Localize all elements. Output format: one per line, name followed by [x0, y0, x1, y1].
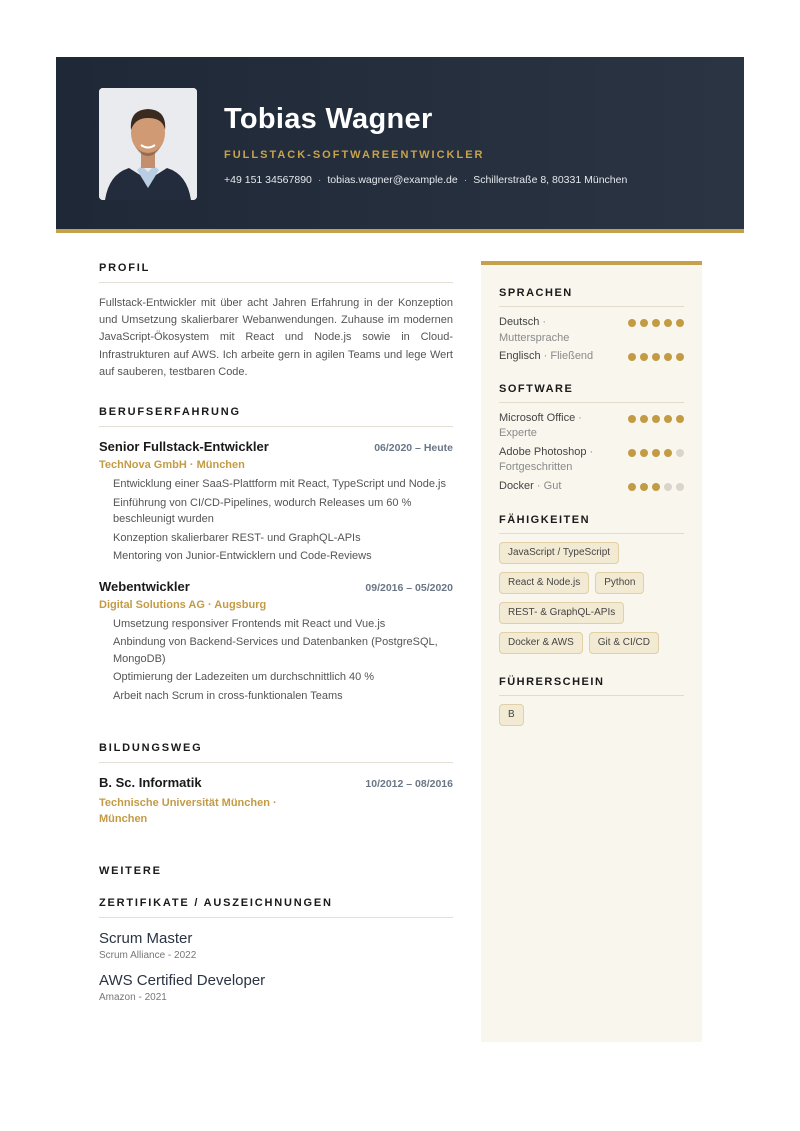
- profile-photo-illustration: [99, 88, 197, 200]
- section-heading: FÜHRERSCHEIN: [499, 676, 684, 696]
- profile-section: [99, 262, 453, 381]
- contact-separator: ·: [463, 174, 468, 186]
- software-level: Gut: [543, 479, 562, 492]
- rating-dot-empty: [676, 449, 684, 457]
- section-heading: BERUFSERFAHRUNG: [99, 406, 453, 427]
- contact-line: [224, 174, 627, 186]
- education-date: 10/2012 – 08/2016: [365, 778, 453, 791]
- rating-dots: [628, 449, 684, 457]
- rating-dots: [628, 483, 684, 491]
- cv-header: [56, 57, 744, 233]
- experience-section: [99, 406, 453, 704]
- software-section: [499, 383, 684, 495]
- software-level: Experte: [499, 427, 537, 439]
- education-entry: [99, 775, 453, 827]
- language-row: Englisch · Fließend: [499, 349, 684, 365]
- language-level: Muttersprache: [499, 331, 570, 344]
- section-subheading: ZERTIFIKATE / AUSZEICHNUNGEN: [99, 897, 453, 918]
- job-bullet: Optimierung der Ladezeiten um durchschnittlich 40 %: [113, 671, 375, 684]
- job-bullet: Mentoring von Junior-Entwicklern und Code-Reviews: [113, 550, 372, 563]
- further-section: [99, 865, 453, 1003]
- job-date: 06/2020 – Heute: [374, 442, 453, 455]
- section-heading: SPRACHEN: [499, 287, 684, 307]
- rating-dot-filled: [628, 449, 636, 457]
- skill-tag: React & Node.js: [499, 572, 589, 594]
- rating-dot-filled: [652, 319, 660, 327]
- degree: B. Sc. Informatik: [99, 775, 202, 791]
- software-row: Docker · Gut: [499, 479, 684, 495]
- postal-address: Schillerstraße 8, 80331 München: [473, 174, 628, 186]
- school: Technische Universität München · München: [99, 797, 277, 826]
- section-heading: FÄHIGKEITEN: [499, 514, 684, 534]
- software-level: Fortgeschritten: [499, 461, 573, 473]
- license-tag: B: [499, 704, 524, 726]
- email-address[interactable]: tobias.wagner@example.de: [327, 174, 458, 186]
- section-heading: WEITERE: [99, 865, 162, 878]
- rating-dot-filled: [640, 415, 648, 423]
- rating-dot-filled: [640, 319, 648, 327]
- software-name: Adobe Photoshop: [499, 445, 587, 458]
- rating-dot-filled: [628, 483, 636, 491]
- skill-tag: REST- & GraphQL-APIs: [499, 602, 624, 624]
- job-role: Webentwickler: [99, 578, 190, 594]
- profile-text: Fullstack-Entwickler mit über acht Jahren Erfahrung in der Konzeption und Umsetzung skalierbarer Webanwendungen. Zuhause im modernen JavaScript-Ökosystem mit React und Node.js sowie in Cloud-Infrastrukturen auf AWS. Ich arbeite gern in agilen Teams und lege Wert auf sauberen, testbaren Code.: [99, 297, 453, 378]
- language-level: Fließend: [550, 350, 594, 362]
- rating-dots: [628, 353, 684, 361]
- section-heading: BILDUNGSWEG: [99, 742, 453, 763]
- skill-tags: [499, 542, 669, 654]
- main-column: [99, 262, 453, 1003]
- job-bullets: [99, 476, 453, 565]
- job-entry: [99, 579, 453, 705]
- job-bullet: Einführung von CI/CD-Pipelines, wodurch Releases um 60 % beschleunigt wurden: [113, 496, 412, 526]
- skill-tag: Git & CI/CD: [589, 632, 659, 654]
- rating-dot-filled: [628, 415, 636, 423]
- rating-dot-filled: [652, 415, 660, 423]
- phone-number[interactable]: +49 151 34567890: [224, 174, 312, 186]
- section-heading: SOFTWARE: [499, 383, 684, 403]
- rating-dot-filled: [676, 415, 684, 423]
- rating-dot-filled: [664, 449, 672, 457]
- job-date: 09/2016 – 05/2020: [365, 581, 453, 594]
- section-heading: PROFIL: [99, 262, 453, 283]
- job-bullet: Entwicklung einer SaaS-Plattform mit React, TypeScript und Node.js: [113, 478, 447, 491]
- job-bullet: Konzeption skalierbarer REST- und GraphQL-APIs: [113, 531, 361, 544]
- rating-dot-filled: [640, 449, 648, 457]
- software-row: Adobe Photoshop · Fortgeschritten: [499, 445, 684, 476]
- education-section: [99, 742, 453, 827]
- skill-tag: Docker & AWS: [499, 632, 583, 654]
- sidebar: [481, 261, 702, 1042]
- rating-dot-filled: [664, 319, 672, 327]
- job-title: FULLSTACK-SOFTWAREENTWICKLER: [224, 149, 485, 161]
- software-name: Docker: [499, 479, 534, 492]
- license-section: [499, 676, 684, 726]
- cert-name: AWS Certified Developer: [99, 972, 266, 990]
- rating-dot-filled: [652, 449, 660, 457]
- candidate-name: Tobias Wagner: [224, 103, 433, 135]
- software-name: Microsoft Office: [499, 411, 576, 424]
- cert-meta: Scrum Alliance - 2022: [99, 950, 197, 962]
- license-tags: [499, 704, 684, 726]
- rating-dots: [628, 319, 684, 327]
- rating-dot-filled: [652, 353, 660, 361]
- job-company: TechNova GmbH · München: [99, 459, 245, 472]
- rating-dot-empty: [676, 483, 684, 491]
- rating-dot-filled: [640, 353, 648, 361]
- cert-entry: [99, 972, 453, 1003]
- cert-name: Scrum Master: [99, 930, 193, 948]
- rating-dots: [628, 415, 684, 423]
- skills-section: [499, 514, 684, 654]
- cert-entry: [99, 930, 453, 961]
- rating-dot-filled: [652, 483, 660, 491]
- rating-dot-filled: [640, 483, 648, 491]
- language-name: Deutsch: [499, 316, 540, 328]
- language-name: Englisch: [499, 350, 541, 362]
- rating-dot-filled: [676, 353, 684, 361]
- skill-tag: JavaScript / TypeScript: [499, 542, 619, 564]
- language-row: Deutsch · Muttersprache: [499, 315, 684, 346]
- contact-separator: ·: [317, 174, 322, 186]
- rating-dot-filled: [628, 319, 636, 327]
- skill-tag: Python: [595, 572, 644, 594]
- rating-dot-filled: [664, 415, 672, 423]
- job-bullet: Arbeit nach Scrum in cross-funktionalen Teams: [113, 689, 343, 702]
- job-bullet: Umsetzung responsiver Frontends mit React und Vue.js: [113, 617, 386, 630]
- job-role: Senior Fullstack-Entwickler: [99, 439, 269, 455]
- job-bullet: Anbindung von Backend-Services und Datenbanken (PostgreSQL, MongoDB): [113, 636, 438, 665]
- cert-meta: Amazon - 2021: [99, 992, 167, 1004]
- rating-dot-filled: [664, 353, 672, 361]
- rating-dot-filled: [628, 353, 636, 361]
- languages-section: [499, 287, 684, 365]
- rating-dot-empty: [664, 483, 672, 491]
- job-bullets: [99, 616, 453, 705]
- rating-dot-filled: [676, 319, 684, 327]
- software-row: Microsoft Office · Experte: [499, 411, 684, 442]
- profile-photo: [99, 88, 197, 200]
- job-entry: [99, 439, 453, 565]
- job-company: Digital Solutions AG · Augsburg: [99, 598, 267, 611]
